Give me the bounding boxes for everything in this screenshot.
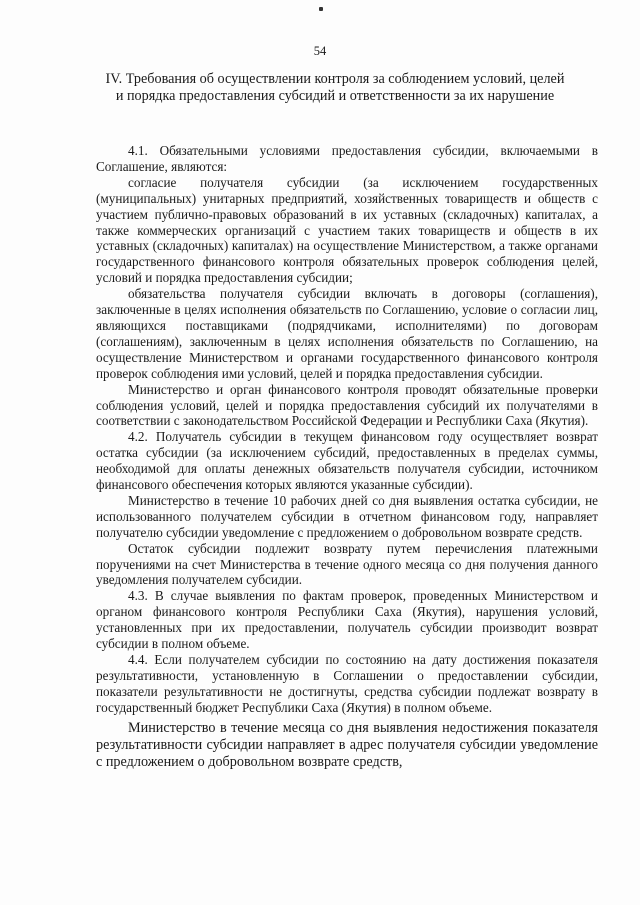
paragraph-consent: согласие получателя субсидии (за исключением государственных (муниципальных) унитарных предприятий, хозяйственных товариществ и обществ с участием публично-правовых образований в их уставных (складочных) капиталах, а также коммерческих организаций с участием таких товариществ и обществ в их уставных (складочных) капиталах) на осуществление Министерством, а также органами государственного финансового контроля обязательных проверок соблюдения целей, условий и порядка предоставления субсидии; (96, 174, 598, 286)
document-body (96, 143, 598, 771)
page-number: 54 (313, 44, 327, 58)
paragraph-inspections: Министерство и орган финансового контроля проводят обязательные проверки соблюдения условий, целей и порядка предоставления субсидий их получателями в соответствии с законодательством Российской Федерации и Республики Саха (Якутия). (96, 381, 598, 429)
paragraph-4-3: 4.3. В случае выявления по фактам проверок, проведенных Министерством и органом финансового контроля Республики Саха (Якутия), нарушения условий, установленных при их предоставлении, получатель субсидии производит возврат субсидии в полном объеме. (96, 588, 598, 652)
paragraph-final: Министерство в течение месяца со дня выявления недостижения показателя результативности субсидии направляет в адрес получателя субсидии уведомление с предложением о добровольном возврате средств, (96, 719, 598, 770)
scan-speck (319, 7, 323, 11)
paragraph-obligations: обязательства получателя субсидии включать в договоры (соглашения), заключенные в целях исполнения обязательств по Соглашению, условие о согласии лиц, являющихся поставщиками (подрядчиками, исполнителями) по договорам (соглашениям), заключенным в целях исполнения обязательств по Соглашению, на осуществление Министерством и органами государственного финансового контроля проверок соблюдения ими условий, целей и порядка предоставления субсидии. (96, 286, 598, 381)
paragraph-notification: Министерство в течение 10 рабочих дней со дня выявления остатка субсидии, не использованного получателем субсидии в отчетном финансовом году, направляет получателю субсидии уведомление с предложением о добровольном возврате средств. (96, 492, 598, 540)
paragraph-4-1: 4.1. Обязательными условиями предоставления субсидии, включаемыми в Соглашение, являются: (96, 143, 598, 174)
section-title: IV. Требования об осуществлении контроля за соблюдением условий, целей и порядка предоставления субсидий и ответственности за их нарушение (105, 71, 565, 104)
paragraph-remainder-return: Остаток субсидии подлежит возврату путем перечисления платежными поручениями на счет Министерства в течение одного месяца со дня получения данного уведомления получателем субсидии. (96, 540, 598, 588)
paragraph-4-4: 4.4. Если получателем субсидии по состоянию на дату достижения показателя результативности, установленную в Соглашении о предоставлении субсидии, показатели результативности не достигнуты, средства субсидии подлежат возврату в государственный бюджет Республики Саха (Якутия) в полном объеме. (96, 652, 598, 715)
paragraph-4-2: 4.2. Получатель субсидии в текущем финансовом году осуществляет возврат остатка субсидии (за исключением субсидий, предоставленных в пределах суммы, необходимой для оплаты денежных обязательств получателя субсидии, источником финансового обеспечения которых являются указанные субсидии). (96, 429, 598, 493)
